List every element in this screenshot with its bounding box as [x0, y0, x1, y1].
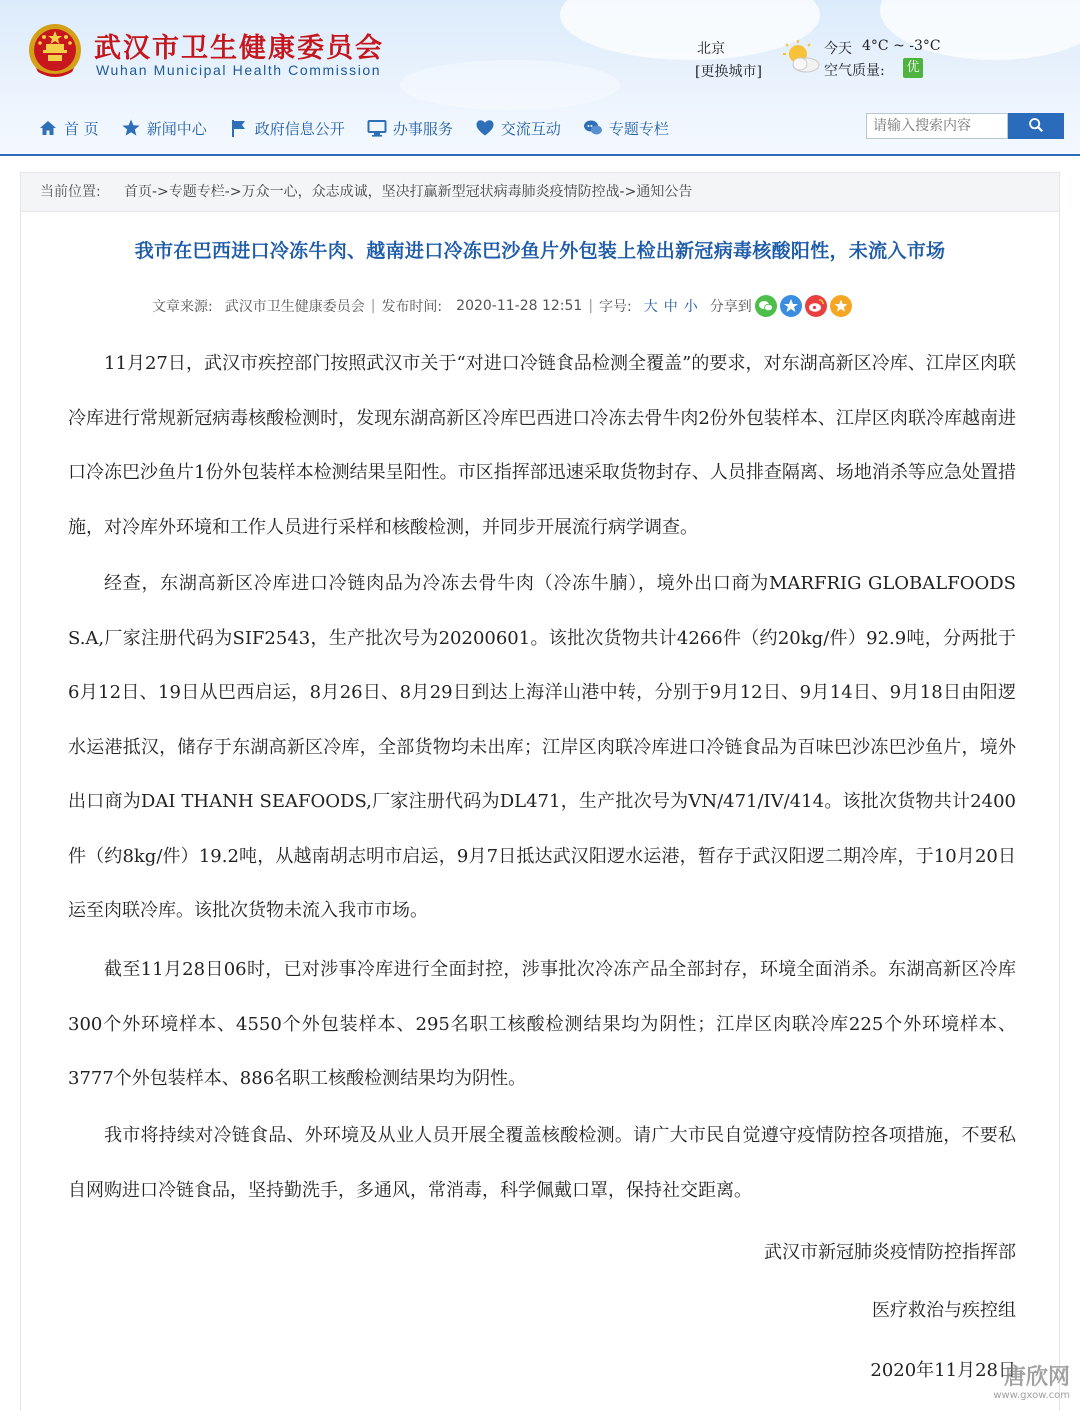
source-value: 武汉市卫生健康委员会 [224, 299, 365, 315]
nav-item-home[interactable] [38, 118, 99, 139]
nav-item-gov-info[interactable] [229, 118, 345, 139]
header-cloud-decoration [560, 0, 820, 60]
article-title: 我市在巴西进口冷冻牛肉、越南进口冷冻巴沙鱼片外包装上检出新冠病毒核酸阳性，未流入市场 [134, 240, 946, 262]
flag-icon [229, 118, 249, 138]
chat-bubbles-icon [583, 118, 603, 138]
weather-today-label: 今天 [824, 41, 852, 57]
home-icon [38, 118, 58, 138]
font-size-large-button[interactable]: 大 [643, 299, 658, 315]
qzone-icon[interactable] [780, 295, 802, 317]
search-input[interactable] [866, 113, 1008, 139]
font-size-medium-button[interactable]: 中 [663, 299, 678, 315]
site-header [0, 0, 1080, 156]
search-icon [1028, 117, 1044, 136]
change-city-link[interactable]: [更换城市] [695, 64, 762, 80]
monitor-icon [367, 118, 387, 138]
source-label: 文章来源: [152, 299, 213, 315]
weibo-icon[interactable] [805, 295, 827, 317]
breadcrumb-path[interactable]: 首页->专题专栏->万众一心，众志成诚，坚决打赢新型冠状病毒肺炎疫情防控战->通知公告 [124, 184, 693, 200]
nav-item-label: 专题专栏 [608, 119, 669, 138]
air-quality-label: 空气质量: [824, 63, 885, 79]
wechat-icon[interactable] [755, 295, 777, 317]
weather-temperature: 4°C ~ -3°C [862, 38, 941, 54]
favorite-icon[interactable] [830, 295, 852, 317]
meta-divider: | [370, 298, 376, 314]
search-button[interactable] [1008, 113, 1064, 139]
breadcrumb [21, 173, 1059, 212]
signature-date: 2020年11月28日 [870, 1360, 1016, 1381]
breadcrumb-label: 当前位置: [40, 184, 101, 200]
font-size-label: 字号: [599, 299, 632, 315]
share-label: 分享到 [709, 299, 752, 315]
watermark-text: 唐欣网 [1003, 1365, 1070, 1390]
signature-group: 医疗救治与疾控组 [872, 1300, 1016, 1321]
article-meta [152, 294, 852, 318]
nav-item-special-topics[interactable] [583, 118, 669, 139]
article-paragraph: 截至11月28日06时，已对涉事冷库进行全面封控，涉事批次冷冻产品全部封存，环境全面消杀。东湖高新区冷库300个外环境样本、4550个外包装样本、295名职工核酸检测结果均为阴性；江岸区肉联冷库225个外环境样本、3777个外包装样本、886名职工核酸检测结果均为阴性。 [68, 959, 1016, 1089]
nav-item-label: 首 页 [64, 119, 99, 138]
article-paragraph: 经查，东湖高新区冷库进口冷链肉品为冷冻去骨牛肉（冷冻牛腩），境外出口商为MARFRIG GLOBALFOODS S.A,厂家注册代码为SIF2543，生产批次号为20200601。该批次货物共计4266件（约20kg/件）92.9吨，分两批于6月12日、19日从巴西启运，8月26日、8月29日到达上海洋山港中转，分别于9月12日、9月14日、9月18日由阳逻水运港抵汉，储存于东湖高新区冷库，全部货物均未出库；江岸区肉联冷库进口冷链食品为百味巴沙冻巴沙鱼片，境外出口商为DAI THANH SEAFOODS,厂家注册代码为DL471，生产批次号为VN/471/IV/414。该批次货物共计2400件（约8kg/件）19.2吨，从越南胡志明市启运，9月7日抵达武汉阳逻水运港，暂存于武汉阳逻二期冷库，于10月20日运至肉联冷库。该批次货物未流入我市市场。 [68, 573, 1016, 921]
signature-org: 武汉市新冠肺炎疫情防控指挥部 [764, 1242, 1016, 1263]
watermark-logo [986, 1366, 1070, 1406]
nav-item-services[interactable] [367, 118, 453, 139]
national-emblem-logo[interactable] [26, 22, 84, 80]
star-icon [121, 118, 141, 138]
nav-item-label: 办事服务 [392, 119, 453, 138]
meta-divider: | [588, 298, 594, 314]
watermark-url: www.gxow.com [993, 1390, 1070, 1401]
header-divider [0, 154, 1080, 156]
header-cloud-decoration [400, 60, 620, 110]
air-quality-badge: 优 [903, 58, 923, 78]
nav-item-label: 政府信息公开 [254, 119, 345, 138]
publish-time: 2020-11-28 12:51 [456, 298, 583, 314]
main-nav [38, 114, 691, 142]
article-paragraph: 我市将持续对冷链食品、外环境及从业人员开展全覆盖核酸检测。请广大市民自觉遵守疫情防控各项措施，不要私自网购进口冷链食品，坚持勤洗手，多通风，常消毒，科学佩戴口罩，保持社交距离。 [68, 1125, 1016, 1201]
nav-item-label: 交流互动 [500, 119, 561, 138]
nav-item-interaction[interactable] [475, 118, 561, 139]
site-title[interactable]: 武汉市卫生健康委员会 [94, 33, 384, 64]
partly-cloudy-icon [782, 40, 822, 76]
nav-item-news[interactable] [121, 118, 207, 139]
weather-city: 北京 [697, 41, 725, 57]
article-paragraph: 11月27日，武汉市疾控部门按照武汉市关于“对进口冷链食品检测全覆盖”的要求，对东湖高新区冷库、江岸区肉联冷库进行常规新冠病毒核酸检测时，发现东湖高新区冷库巴西进口冷冻去骨牛肉2份外包装样本、江岸区肉联冷库越南进口冷冻巴沙鱼片1份外包装样本检测结果呈阳性。市区指挥部迅速采取货物封存、人员排查隔离、场地消杀等应急处置措施，对冷库外环境和工作人员进行采样和核酸检测，并同步开展流行病学调查。 [68, 353, 1016, 538]
site-subtitle-en: Wuhan Municipal Health Commission [96, 62, 382, 78]
heart-icon [475, 118, 495, 138]
publish-time-label: 发布时间: [381, 299, 443, 315]
nav-item-label: 新闻中心 [146, 119, 207, 138]
font-size-small-button[interactable]: 小 [683, 299, 698, 315]
